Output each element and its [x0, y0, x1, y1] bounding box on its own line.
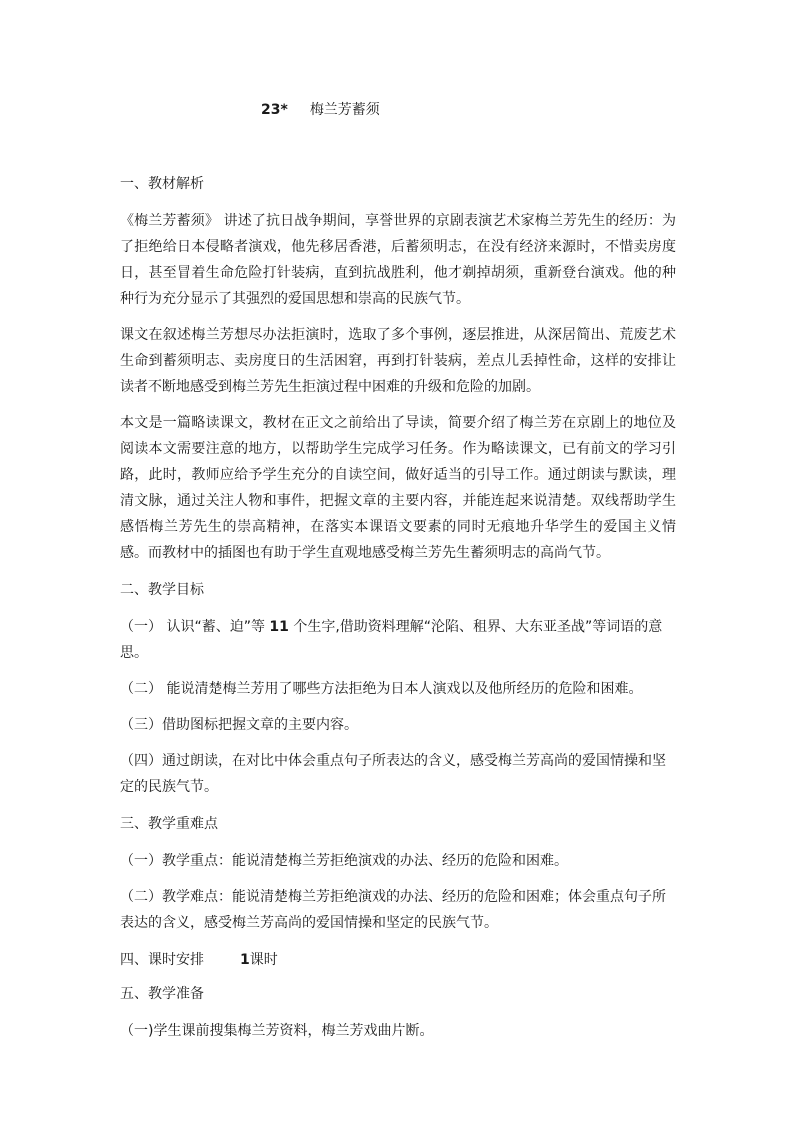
- preparation-item-1: （一)学生课前搜集梅兰芳资料，梅兰芳戏曲片断。: [120, 1023, 434, 1039]
- section-heading-key-points: 三、教学重难点: [120, 816, 218, 832]
- section-heading-preparation: 五、教学准备: [120, 986, 204, 1002]
- lesson-number: 23*: [261, 102, 288, 118]
- lesson-title: 梅兰芳蓄须: [309, 102, 380, 118]
- goal-item-2: （二） 能说清楚梅兰芳用了哪些方法拒绝为日本人演戏以及他所经历的危险和困难。: [120, 681, 643, 697]
- key-point-item-2: （二）教学难点：能说清楚梅兰芳拒绝演戏的办法、经历的危险和困难；体会重点句子所表达的含义，感受梅兰芳高尚的爱国情操和坚定的民族气节。: [120, 889, 666, 931]
- paragraph-analysis-2: 课文在叙述梅兰芳想尽办法拒演时，选取了多个事例，逐层推进，从深居简出、荒废艺术生命到蓄须明志、卖房度日的生活困窘，再到打针装病，差点儿丢掉性命，这样的安排让读者不断地感受到梅兰芳先生拒演过程中困难的升级和危险的加剧。: [120, 327, 676, 395]
- goal-item-4: （四）通过朗读，在对比中体会重点句子所表达的含义，感受梅兰芳高尚的爱国情操和坚定的民族气节。: [120, 753, 666, 795]
- goal-item-1-suffix: 个生字,借助资料理解“沦陷、租界、大东亚圣战”等词语的意思。: [120, 619, 663, 661]
- goal-item-1-prefix: （一） 认识“蓄、迫”等: [120, 619, 270, 635]
- paragraph-analysis-1: 《梅兰芳蓄须》 讲述了抗日战争期间，享誉世界的京剧表演艺术家梅兰芳先生的经历：为了拒绝给日本侵略者演戏，他先移居香港，后蓄须明志，在没有经济来源时，不惜卖房度日，甚至冒着生命危险打针装病，直到抗战胜利，他才剃掉胡须，重新登台演戏。他的种种行为充分显示了其强烈的爱国思想和崇高的民族气节。: [120, 213, 676, 307]
- goal-item-1-number: 11: [269, 619, 289, 635]
- schedule-label: 四、课时安排: [120, 952, 204, 968]
- section-heading-schedule: [120, 950, 676, 970]
- schedule-hours-number: 1: [240, 952, 250, 968]
- goal-item-3: （三）借助图标把握文章的主要内容。: [120, 717, 358, 733]
- document-body: [120, 174, 676, 1054]
- document-title: [261, 99, 380, 119]
- goal-item-1: [120, 614, 676, 666]
- schedule-hours-unit: 课时: [249, 952, 278, 968]
- section-heading-textbook-analysis: 一、教材解析: [120, 176, 204, 192]
- section-heading-teaching-goals: 二、教学目标: [120, 582, 204, 598]
- key-point-item-1: （一）教学重点：能说清楚梅兰芳拒绝演戏的办法、经历的危险和困难。: [120, 853, 568, 869]
- paragraph-analysis-3: 本文是一篇略读课文，教材在正文之前给出了导读，简要介绍了梅兰芳在京剧上的地位及阅读本文需要注意的地方，以帮助学生完成学习任务。作为略读课文，已有前文的学习引路，此时，教师应给予学生充分的自读空间，做好适当的引导工作。通过朗读与默读，理清文脉，通过关注人物和事件，把握文章的主要内容，并能连起来说清楚。双线帮助学生感悟梅兰芳先生的崇高精神，在落实本课语文要素的同时无痕地升华学生的爱国主义情感。而教材中的插图也有助于学生直观地感受梅兰芳先生蓄须明志的高尚气节。: [120, 415, 676, 561]
